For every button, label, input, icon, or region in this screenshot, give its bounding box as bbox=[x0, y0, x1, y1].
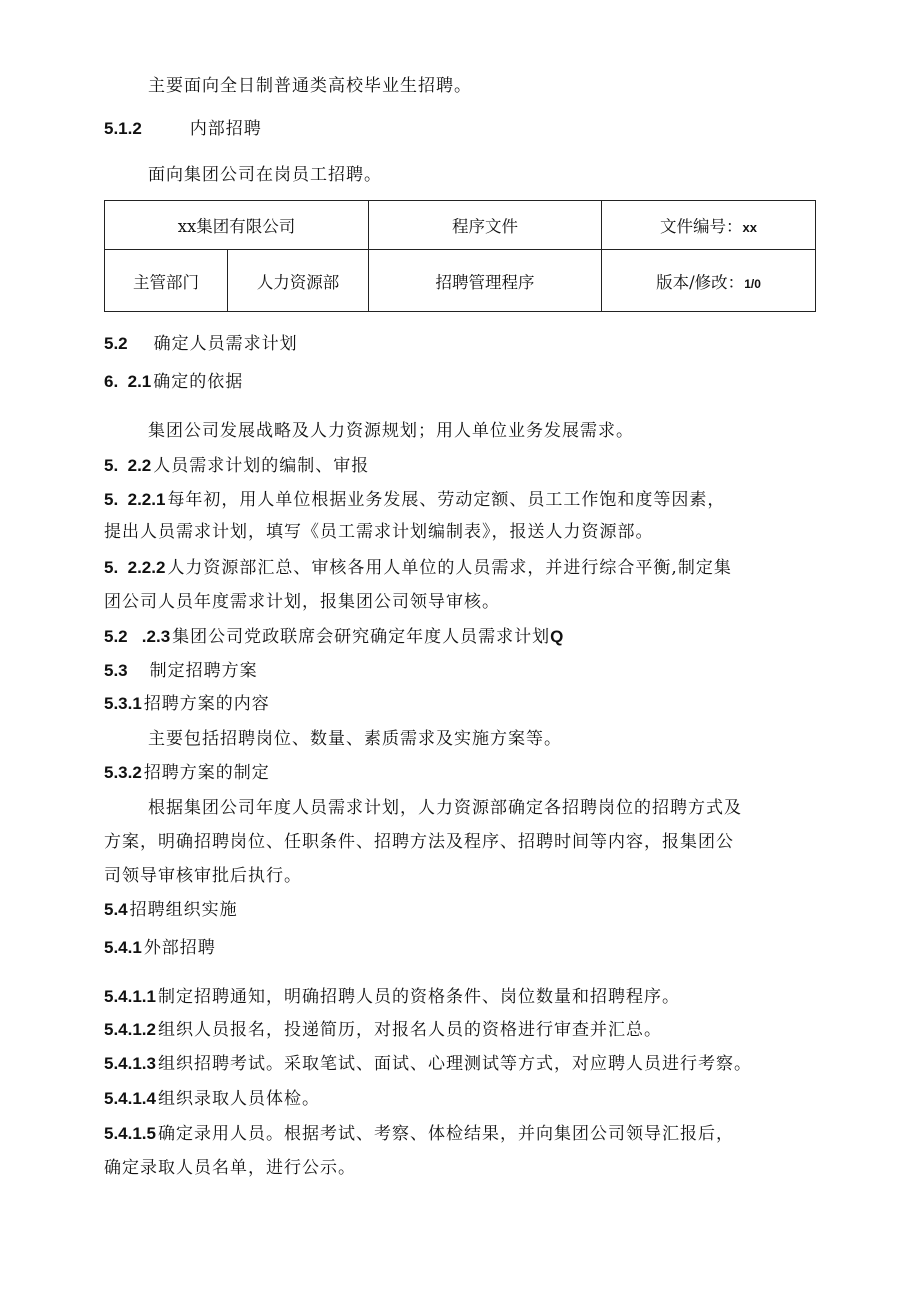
paragraph-5-4-1-5-line1: 5.4.1.5 确定录用人员。根据考试、考察、体检结果，并向集团公司领导汇报后， bbox=[104, 1124, 734, 1144]
version-cell: 版本/修改：1/0 bbox=[602, 250, 816, 312]
company-cell: xx集团有限公司 bbox=[105, 201, 369, 250]
paragraph-5-4-1-1: 5.4.1.1 制定招聘通知，明确招聘人员的资格条件、岗位数量和招聘程序。 bbox=[104, 987, 680, 1007]
paragraph-5-2-2-3: 5.2 .2.3 集团公司党政联席会研究确定年度人员需求计划Q bbox=[104, 627, 565, 647]
paragraph-5-3-2-line1: 根据集团公司年度人员需求计划，人力资源部确定各招聘岗位的招聘方式及 bbox=[148, 798, 742, 818]
heading-5-4: 5.4 招聘组织实施 bbox=[104, 900, 238, 920]
procedure-name-cell: 招聘管理程序 bbox=[369, 250, 602, 312]
dept-value-cell: 人力资源部 bbox=[228, 250, 369, 312]
paragraph-5-2-2-1-line1: 5. 2.2.1 每年初，用人单位根据业务发展、劳动定额、员工工作饱和度等因素， bbox=[104, 490, 726, 510]
paragraph-5-4-1-5-line2: 确定录取人员名单，进行公示。 bbox=[104, 1158, 356, 1178]
document-header-table bbox=[104, 200, 816, 312]
doc-type-cell: 程序文件 bbox=[369, 201, 602, 250]
paragraph-5-1-2: 面向集团公司在岗员工招聘。 bbox=[148, 165, 382, 185]
paragraph-5-3-2-line3: 司领导审核审批后执行。 bbox=[104, 866, 302, 886]
paragraph-5-2-2-1-line2: 提出人员需求计划，填写《员工需求计划编制表》，报送人力资源部。 bbox=[104, 522, 654, 542]
heading-5-1-2 bbox=[104, 117, 262, 141]
heading-5-3-2: 5.3.2 招聘方案的制定 bbox=[104, 763, 270, 783]
paragraph-5-4-1-4: 5.4.1.4 组织录取人员体检。 bbox=[104, 1089, 320, 1109]
heading-5-2: 5.2 确定人员需求计划 bbox=[104, 334, 298, 354]
section-title: 内部招聘 bbox=[189, 119, 262, 139]
paragraph-5-3-2-line2: 方案，明确招聘岗位、任职条件、招聘方法及程序、招聘时间等内容，报集团公 bbox=[104, 832, 734, 852]
dept-label-cell: 主管部门 bbox=[105, 250, 228, 312]
doc-number-cell: 文件编号：xx bbox=[602, 201, 816, 250]
paragraph-5-4-1-2: 5.4.1.2 组织人员报名，投递简历，对报名人员的资格进行审查并汇总。 bbox=[104, 1020, 662, 1040]
paragraph-5-3-1: 主要包括招聘岗位、数量、素质需求及实施方案等。 bbox=[148, 729, 562, 749]
paragraph-5-4-1-3: 5.4.1.3 组织招聘考试。采取笔试、面试、心理测试等方式，对应聘人员进行考察。 bbox=[104, 1054, 752, 1074]
paragraph-6-2-1: 集团公司发展战略及人力资源规划；用人单位业务发展需求。 bbox=[148, 421, 634, 441]
heading-6-2-1: 6. 2.1 确定的依据 bbox=[104, 372, 244, 392]
heading-5-4-1: 5.4.1 外部招聘 bbox=[104, 938, 216, 958]
paragraph-5-2-2-2-line2: 团公司人员年度需求计划，报集团公司领导审核。 bbox=[104, 592, 500, 612]
heading-5-3: 5.3 制定招聘方案 bbox=[104, 661, 258, 681]
heading-5-2-2: 5. 2.2 人员需求计划的编制、审报 bbox=[104, 456, 370, 476]
heading-5-3-1: 5.3.1 招聘方案的内容 bbox=[104, 694, 270, 714]
section-number: 5.1.2 bbox=[104, 119, 142, 138]
intro-paragraph: 主要面向全日制普通类高校毕业生招聘。 bbox=[148, 76, 472, 96]
paragraph-5-2-2-2-line1: 5. 2.2.2 人力资源部汇总、审核各用人单位的人员需求，并进行综合平衡,制定集 bbox=[104, 558, 732, 578]
